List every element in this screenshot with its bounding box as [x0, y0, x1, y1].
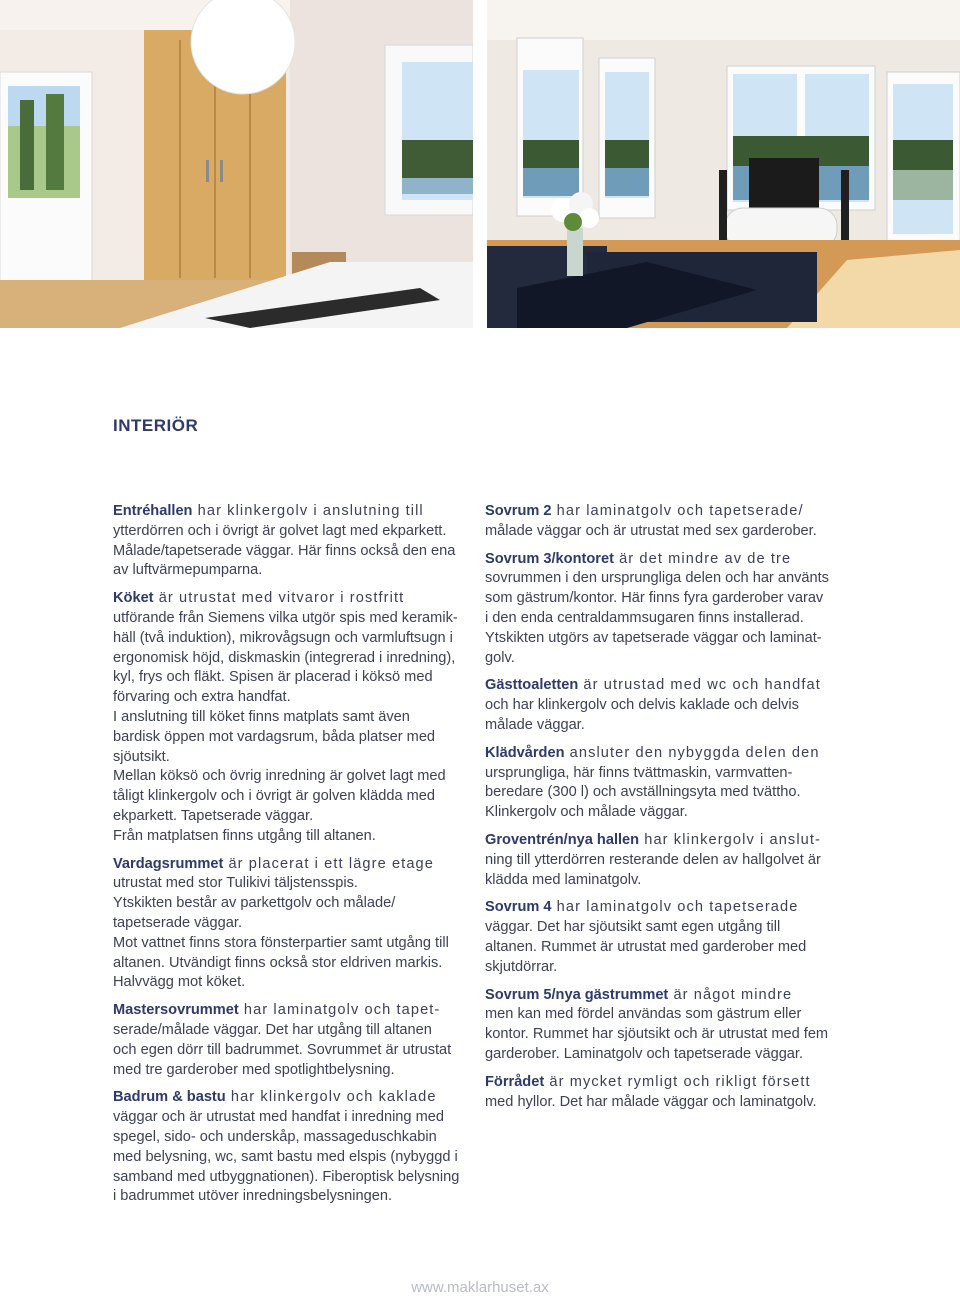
paragraph	[485, 898, 847, 977]
paragraph-first-line	[485, 676, 847, 696]
paragraph-line: altanen. Rummet är utrustat med garderober med	[485, 938, 807, 955]
paragraph-line: Från matplatsen finns utgång till altanen.	[113, 827, 376, 844]
paragraph	[485, 831, 847, 890]
living-room-illustration	[487, 0, 960, 328]
paragraph-first-line	[485, 502, 847, 522]
paragraph-line: sjöutsikt.	[113, 748, 170, 765]
paragraph-lead-rest: ansluter den nybyggda delen den	[564, 744, 820, 761]
paragraph-line: Mellan köksö och övrig inredning är golvet lagt med	[113, 768, 446, 785]
paragraph-line: med hyllor. Det har målade väggar och laminatgolv.	[485, 1093, 817, 1110]
paragraph	[485, 986, 847, 1065]
paragraph-lead-rest: är placerat i ett lägre etage	[223, 855, 434, 872]
paragraph-line: häll (två induktion), mikrovågsugn och varmluftsugn i	[113, 629, 453, 646]
paragraph-first-line	[113, 589, 471, 609]
paragraph-line: och egen dörr till badrummet. Sovrummet är utrustat	[113, 1041, 452, 1058]
paragraph-line: beredare (300 l) och avställningsyta med tvättho.	[485, 784, 801, 801]
paragraph	[113, 502, 471, 581]
paragraph-line: spegel, sido- och underskåp, massageduschkabin	[113, 1128, 437, 1145]
paragraph-lead-rest: har laminatgolv och tapet-	[238, 1002, 441, 1019]
paragraph	[485, 744, 847, 823]
paragraph-line: bardisk öppen mot vardagsrum, båda platser med	[113, 728, 436, 745]
paragraph-line: ning till ytterdörren resterande delen av hallgolvet är	[485, 851, 821, 868]
paragraph-lead-rest: har klinkergolv i anslutning till	[192, 503, 424, 519]
footer-url[interactable]: www.maklarhuset.ax	[411, 1279, 549, 1296]
paragraph-lead-rest: har klinkergolv i anslut-	[639, 831, 821, 848]
paragraph	[113, 589, 471, 846]
paragraph-line: garderober. Laminatgolv och tapetserade väggar.	[485, 1045, 804, 1062]
paragraph	[485, 676, 847, 735]
paragraph-line: i den enda centraldammsugaren finns installerad.	[485, 609, 804, 626]
paragraph-line: tåligt klinkergolv och i övrigt är golven klädda med	[113, 788, 436, 805]
paragraph-lead: Groventrén/nya hallen	[485, 831, 640, 848]
right-column	[485, 502, 847, 1120]
paragraph-lead: Badrum & bastu	[113, 1089, 226, 1106]
paragraph-line: I anslutning till köket finns matplats samt även	[113, 708, 410, 725]
section-heading: INTERIÖR	[113, 416, 199, 435]
paragraph-line: Målade/tapetserade väggar. Här finns också den ena	[113, 542, 456, 559]
paragraph-line: altanen. Utvändigt finns också stor eldriven markis.	[113, 954, 443, 971]
paragraph-line: Mot vattnet finns stora fönsterpartier samt utgång till	[113, 934, 449, 951]
paragraph-lead: Entréhallen	[113, 503, 193, 519]
paragraph-first-line	[113, 502, 471, 522]
paragraph-lead: Sovrum 2	[485, 503, 552, 519]
paragraph-line: ergonomisk höjd, diskmaskin (integrerad i inredning),	[113, 649, 456, 666]
paragraph-lead-rest: har klinkergolv och kaklade	[225, 1089, 437, 1106]
paragraph-line: samband med utbyggnationen). Fiberoptisk belysning	[113, 1168, 460, 1185]
paragraph-line: kontor. Rummet har sjöutsikt och är utrustat med fem	[485, 1026, 829, 1043]
paragraph-lead: Klädvården	[485, 744, 565, 761]
paragraph-first-line	[485, 831, 847, 851]
paragraph-line: ursprungliga, här finns tvättmaskin, varmvatten-	[485, 764, 793, 781]
paragraph-line: utrustat med stor Tulikivi täljstensspis.	[113, 875, 358, 892]
paragraph-line: men kan med fördel användas som gästrum eller	[485, 1006, 802, 1023]
paragraph-line: väggar. Det har sjöutsikt samt egen utgång till	[485, 919, 781, 936]
paragraph	[485, 1073, 847, 1113]
paragraph-line: skjutdörrar.	[485, 958, 558, 975]
paragraph-lead-rest: är mycket rymligt och rikligt försett	[544, 1073, 811, 1090]
paragraph-lead: Förrådet	[485, 1073, 545, 1090]
paragraph	[485, 502, 847, 542]
paragraph-first-line	[485, 744, 847, 764]
paragraph-lead: Sovrum 4	[485, 899, 552, 916]
paragraph-line: som gästrum/kontor. Här finns fyra garderober varav	[485, 590, 824, 607]
paragraph-line: i badrummet utöver inredningsbelysningen.	[113, 1188, 393, 1205]
paragraph-lead: Sovrum 3/kontoret	[485, 550, 614, 567]
paragraph-first-line	[485, 898, 847, 918]
paragraph-lead-rest: är utrustad med wc och handfat	[578, 677, 821, 694]
paragraph-line: förvaring och extra handfat.	[113, 689, 291, 706]
paragraph-lead: Sovrum 5/nya gästrummet	[485, 986, 669, 1003]
paragraph-line: Halvvägg mot köket.	[113, 974, 246, 991]
paragraph-first-line	[113, 1088, 471, 1108]
bedroom-photo	[0, 0, 473, 328]
paragraph-lead: Gästtoaletten	[485, 677, 579, 694]
paragraph	[113, 855, 471, 994]
paragraph-lead-rest: är det mindre av de tre	[613, 550, 792, 567]
paragraph-lead: Vardagsrummet	[113, 855, 224, 872]
bedroom-illustration	[0, 0, 473, 328]
paragraph-line: målade väggar och är utrustat med sex garderober.	[485, 522, 817, 539]
paragraph-line: kyl, frys och fläkt. Spisen är placerad i köksö med	[113, 669, 433, 686]
paragraph	[113, 1001, 471, 1080]
paragraph-first-line	[113, 1001, 471, 1021]
paragraph-first-line	[485, 1073, 847, 1093]
paragraph-line: Ytskikten utgörs av tapetserade väggar och laminat-	[485, 629, 822, 646]
paragraph-line: Ytskikten består av parkettgolv och målade/	[113, 895, 396, 912]
paragraph-first-line	[485, 986, 847, 1006]
paragraph-lead-rest: har laminatgolv och tapetserade/	[551, 503, 804, 519]
paragraph-first-line	[113, 855, 471, 875]
paragraph-line: golv.	[485, 649, 515, 666]
paragraph-lead-rest: är utrustat med vitvaror i rostfritt	[153, 590, 405, 607]
paragraph	[485, 550, 847, 669]
paragraph-line: serade/målade väggar. Det har utgång till altanen	[113, 1021, 432, 1038]
paragraph-line: utförande från Siemens vilka utgör spis med keramik-	[113, 609, 458, 626]
paragraph-line: klädda med laminatgolv.	[485, 871, 642, 888]
paragraph-line: och har klinkergolv och delvis kaklade och delvis	[485, 697, 799, 714]
paragraph	[113, 1088, 471, 1207]
paragraph-lead: Köket	[113, 590, 154, 607]
paragraph-line: målade väggar.	[485, 716, 585, 733]
paragraph-line: av luftvärmepumparna.	[113, 562, 263, 579]
paragraph-line: med belysning, wc, samt bastu med elspis (nybyggd i	[113, 1148, 458, 1165]
paragraph-line: tapetserade väggar.	[113, 914, 243, 931]
paragraph-lead-rest: är något mindre	[668, 986, 793, 1003]
paragraph-line: Klinkergolv och målade väggar.	[485, 804, 688, 821]
paragraph-line: ytterdörren och i övrigt är golvet lagt med ekparkett.	[113, 522, 447, 539]
paragraph-line: ekparkett. Tapetserade väggar.	[113, 807, 314, 824]
paragraph-first-line	[485, 550, 847, 570]
left-column	[113, 502, 471, 1215]
paragraph-line: med tre garderober med spotlightbelysning.	[113, 1061, 395, 1078]
paragraph-lead-rest: har laminatgolv och tapetserade	[551, 899, 799, 916]
living-room-photo	[487, 0, 960, 328]
paragraph-lead: Mastersovrummet	[113, 1002, 239, 1019]
paragraph-line: väggar och är utrustat med handfat i inredning med	[113, 1109, 444, 1126]
paragraph-line: sovrummen i den ursprungliga delen och har använts	[485, 570, 829, 587]
